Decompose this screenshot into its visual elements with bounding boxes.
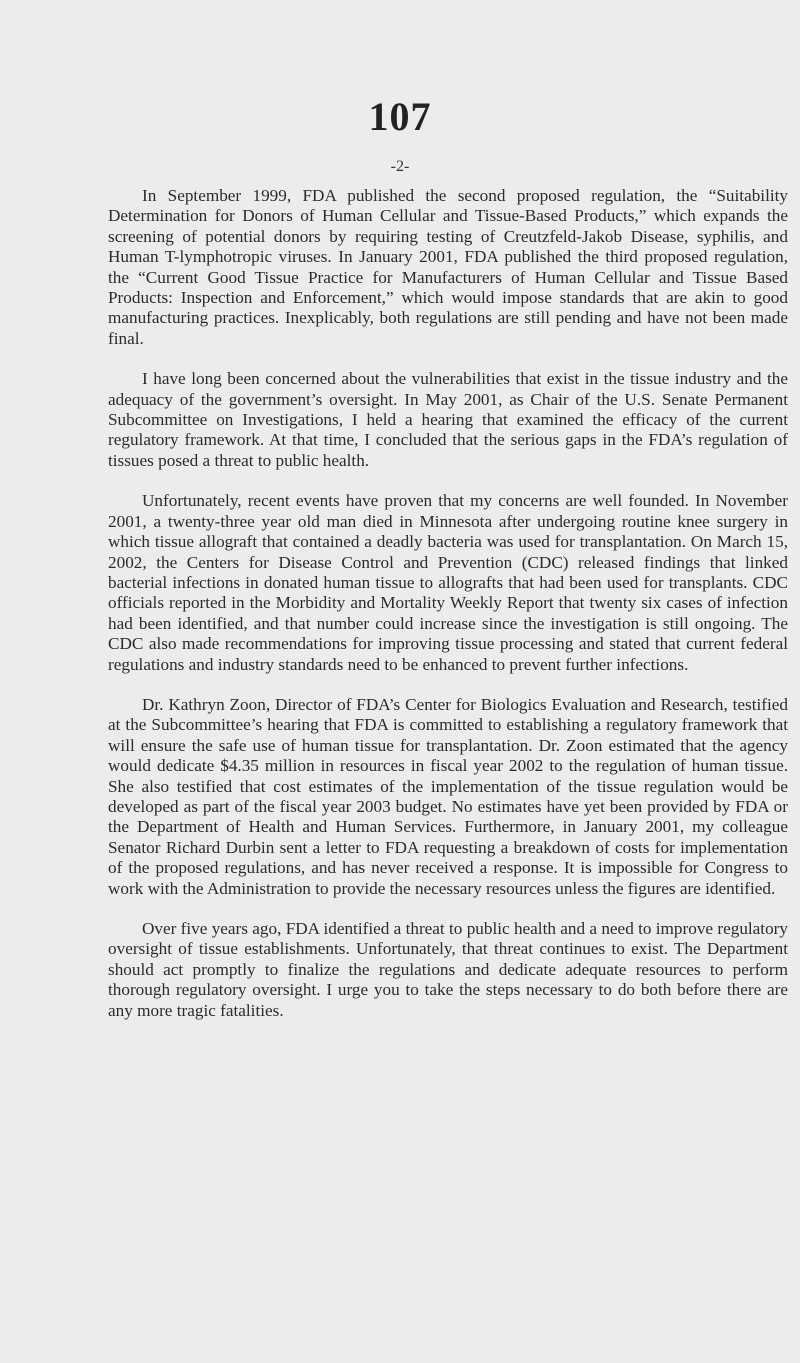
paragraph: Unfortunately, recent events have proven that my concerns are well founded. In November 2001, a twenty-three year old man died in Minnesota after undergoing routine knee surgery in which tissue allograft that contained a deadly bacteria was used for transplantation. On March 15, 2002, the Centers for Disease Control and Prevention (CDC) released findings that linked bacterial infections in donated human tissue to allografts that had been used for transplants. CDC officials reported in the Morbidity and Mortality Weekly Report that twenty six cases of infection had been identified, and that number could increase since the investigation is still ongoing. The CDC also made recommendations for improving tissue processing and stated that current federal regulations and industry standards need to be enhanced to prevent further infections.	[108, 491, 788, 674]
paragraph: Dr. Kathryn Zoon, Director of FDA’s Center for Biologics Evaluation and Research, testified at the Subcommittee’s hearing that FDA is committed to establishing a regulatory framework that will ensure the safe use of human tissue for transplantation. Dr. Zoon estimated that the agency would dedicate $4.35 million in resources in fiscal year 2002 to the regulation of human tissue. She also testified that cost estimates of the implementation of the tissue regulation would be developed as part of the fiscal year 2003 budget. No estimates have yet been provided by FDA or the Department of Health and Human Services. Furthermore, in January 2001, my colleague Senator Richard Durbin sent a letter to FDA requesting a breakdown of costs for implementation of the proposed regulations, and has never received a response. It is impossible for Congress to work with the Administration to provide the necessary resources unless the figures are identified.	[108, 694, 788, 898]
paragraph: In September 1999, FDA published the second proposed regulation, the “Suitability Determination for Donors of Human Cellular and Tissue-Based Products,” which expands the screening of potential donors by requiring testing of Creutzfeld-Jakob Disease, syphilis, and Human T-lymphotropic viruses. In January 2001, FDA published the third proposed regulation, the “Current Good Tissue Practice for Manufacturers of Human Cellular and Tissue Based Products: Inspection and Enforcement,” which would impose standards that are akin to good manufacturing practices. Inexplicably, both regulations are still pending and have not been made final.	[108, 186, 788, 348]
letter-body	[108, 186, 788, 1041]
page-number: 107	[368, 94, 432, 139]
paragraph: I have long been concerned about the vulnerabilities that exist in the tissue industry and the adequacy of the government’s oversight. In May 2001, as Chair of the U.S. Senate Permanent Subcommittee on Investigations, I held a hearing that examined the efficacy of the current regulatory framework. At that time, I concluded that the serious gaps in the FDA’s regulation of tissues posed a threat to public health.	[108, 369, 788, 470]
sub-page-number: -2-	[390, 158, 410, 175]
paragraph: Over five years ago, FDA identified a threat to public health and a need to improve regulatory oversight of tissue establishments. Unfortunately, that threat continues to exist. The Department should act promptly to finalize the regulations and dedicate adequate resources to perform thorough regulatory oversight. I urge you to take the steps necessary to do both before there are any more tragic fatalities.	[108, 919, 788, 1020]
